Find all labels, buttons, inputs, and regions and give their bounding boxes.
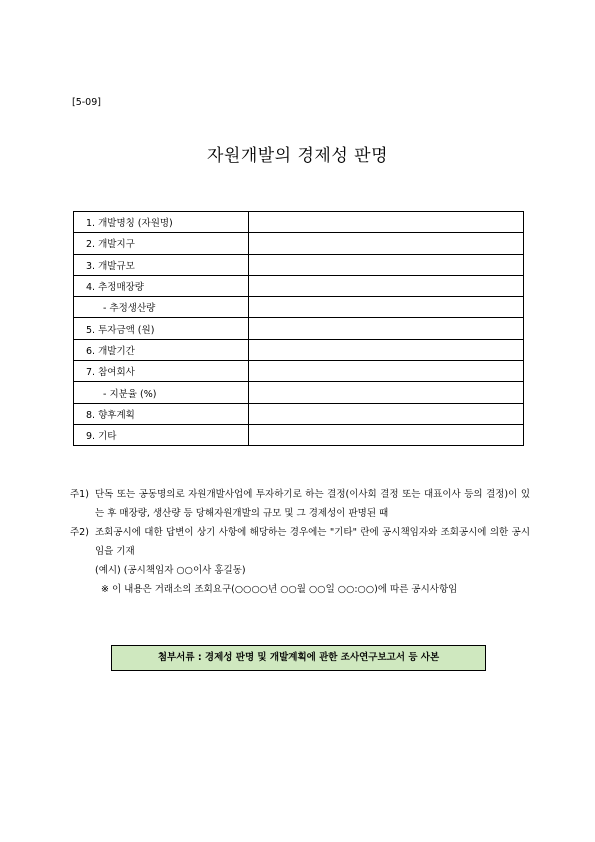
row-label: 7. 참여회사	[74, 361, 249, 382]
footnote-text: 단독 또는 공동명의로 자원개발사업에 투자하기로 하는 결정(이사회 결정 또는 대표이사 등의 결정)이 있는 후 매장량, 생산량 등 당해자원개발의 규모 및 그 경제성이 판명된 때	[95, 489, 530, 519]
footnote-2	[70, 523, 530, 599]
row-label: 2. 개발지구	[74, 233, 249, 254]
footnote-1	[70, 485, 530, 523]
table-row	[74, 339, 524, 360]
row-sublabel: - 지분율 (%)	[103, 388, 157, 400]
row-label: 3. 개발규모	[74, 254, 249, 275]
table-row	[74, 297, 524, 318]
row-value-cell[interactable]	[249, 212, 524, 233]
row-value-cell[interactable]	[249, 254, 524, 275]
row-value-cell[interactable]	[249, 403, 524, 424]
table-row	[74, 424, 524, 445]
table-row	[74, 212, 524, 233]
table-row	[74, 254, 524, 275]
row-value-cell[interactable]	[249, 361, 524, 382]
disclosure-form-table	[73, 211, 524, 446]
row-sublabel: - 추정생산량	[103, 303, 156, 315]
row-label: 4. 추정매장량	[74, 275, 249, 296]
footnote-marker: 주1)	[70, 489, 89, 500]
footnotes	[70, 485, 530, 599]
footnote-remark: ※ 이 내용은 거래소의 조회요구(○○○○년 ○○월 ○○일 ○○:○○)에 따른 공시사항임	[101, 584, 458, 595]
row-value-cell[interactable]	[249, 339, 524, 360]
table-row	[74, 403, 524, 424]
footnote-text: 조회공시에 대한 답변이 상기 사항에 해당하는 경우에는 "기타" 란에 공시책임자와 조회공시에 의한 공시임을 기재	[95, 527, 530, 557]
row-value-cell[interactable]	[249, 275, 524, 296]
row-value-cell[interactable]	[249, 297, 524, 318]
table-row	[74, 361, 524, 382]
row-value-cell[interactable]	[249, 424, 524, 445]
row-value-cell[interactable]	[249, 233, 524, 254]
footnote-example: (예시) (공시책임자 ○○이사 홍길동)	[95, 565, 246, 576]
row-label: 1. 개발명칭 (자원명)	[74, 212, 249, 233]
row-label: 8. 향후계획	[74, 403, 249, 424]
attachment-note: 첨부서류 : 경제성 판명 및 개발계획에 관한 조사연구보고서 등 사본	[111, 645, 486, 671]
row-label: 5. 투자금액 (원)	[74, 318, 249, 339]
page-title: 자원개발의 경제성 판명	[206, 146, 389, 166]
footnote-marker: 주2)	[70, 527, 89, 538]
row-value-cell[interactable]	[249, 382, 524, 403]
row-label: 6. 개발기간	[74, 339, 249, 360]
row-label: 9. 기타	[74, 424, 249, 445]
table-row	[74, 382, 524, 403]
table-row	[74, 275, 524, 296]
table-row	[74, 233, 524, 254]
table-row	[74, 318, 524, 339]
document-code: [5-09]	[72, 97, 101, 108]
row-value-cell[interactable]	[249, 318, 524, 339]
